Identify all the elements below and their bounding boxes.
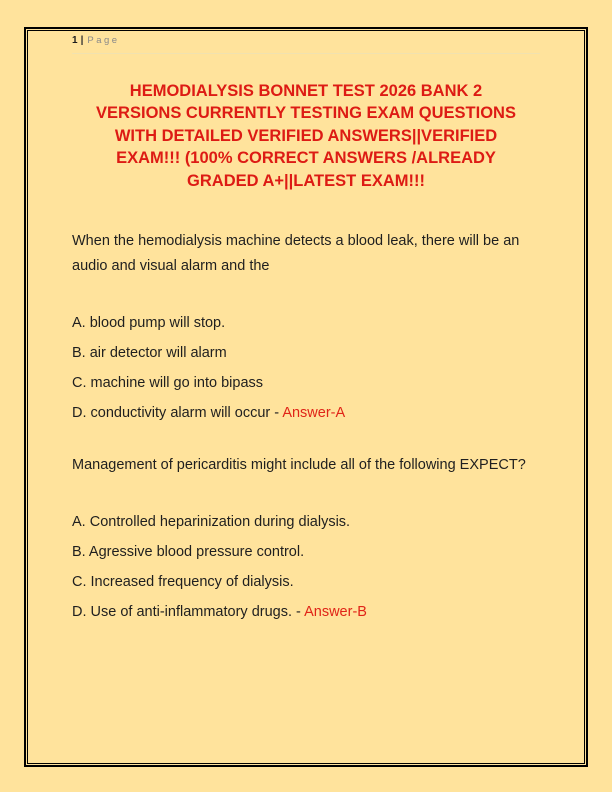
page-number: 1 bbox=[72, 35, 78, 46]
page-border-inner bbox=[27, 30, 585, 764]
question-text: Management of pericarditis might include all of the following EXPECT? bbox=[72, 457, 526, 474]
answer-option bbox=[72, 343, 540, 363]
answer-option bbox=[72, 602, 540, 622]
answer-option bbox=[72, 403, 540, 423]
answer-option bbox=[72, 542, 540, 562]
title-line: HEMODIALYSIS BONNET TEST 2026 BANK 2 bbox=[129, 82, 483, 100]
option-text: A. blood pump will stop. bbox=[72, 315, 226, 332]
option-text: B. air detector will alarm bbox=[72, 345, 227, 362]
option-text: B. Agressive blood pressure control. bbox=[72, 544, 305, 561]
answer-key: Answer-A bbox=[282, 405, 346, 422]
answer-option bbox=[72, 373, 540, 393]
page-header bbox=[72, 35, 540, 54]
title-line: WITH DETAILED VERIFIED ANSWERS||VERIFIED bbox=[114, 126, 498, 145]
option-text: A. Controlled heparinization during dialysis. bbox=[72, 514, 351, 531]
answer-option bbox=[72, 313, 540, 333]
title-line: GRADED A+||LATEST EXAM!!! bbox=[187, 171, 425, 190]
option-text: C. machine will go into bipass bbox=[72, 375, 264, 392]
options-list bbox=[72, 512, 540, 622]
options-list bbox=[72, 313, 540, 423]
answer-option bbox=[72, 572, 540, 592]
page-border-frame bbox=[24, 27, 588, 767]
option-text: C. Increased frequency of dialysis. bbox=[72, 574, 294, 591]
question-text: When the hemodialysis machine detects a blood leak, there will be an audio and visual alarm and the bbox=[72, 233, 520, 275]
document-title bbox=[72, 80, 540, 192]
answer-option bbox=[72, 512, 540, 532]
header-separator: | bbox=[80, 35, 84, 46]
title-line: EXAM!!! (100% CORRECT ANSWERS /ALREADY bbox=[116, 149, 496, 168]
answer-key: Answer-B bbox=[304, 604, 367, 621]
option-text: D. conductivity alarm will occur - bbox=[72, 405, 280, 422]
title-line: VERSIONS CURRENTLY TESTING EXAM QUESTIONS bbox=[96, 104, 516, 123]
option-text: D. Use of anti-inflammatory drugs. - bbox=[72, 604, 301, 621]
page-label: Page bbox=[87, 35, 120, 46]
